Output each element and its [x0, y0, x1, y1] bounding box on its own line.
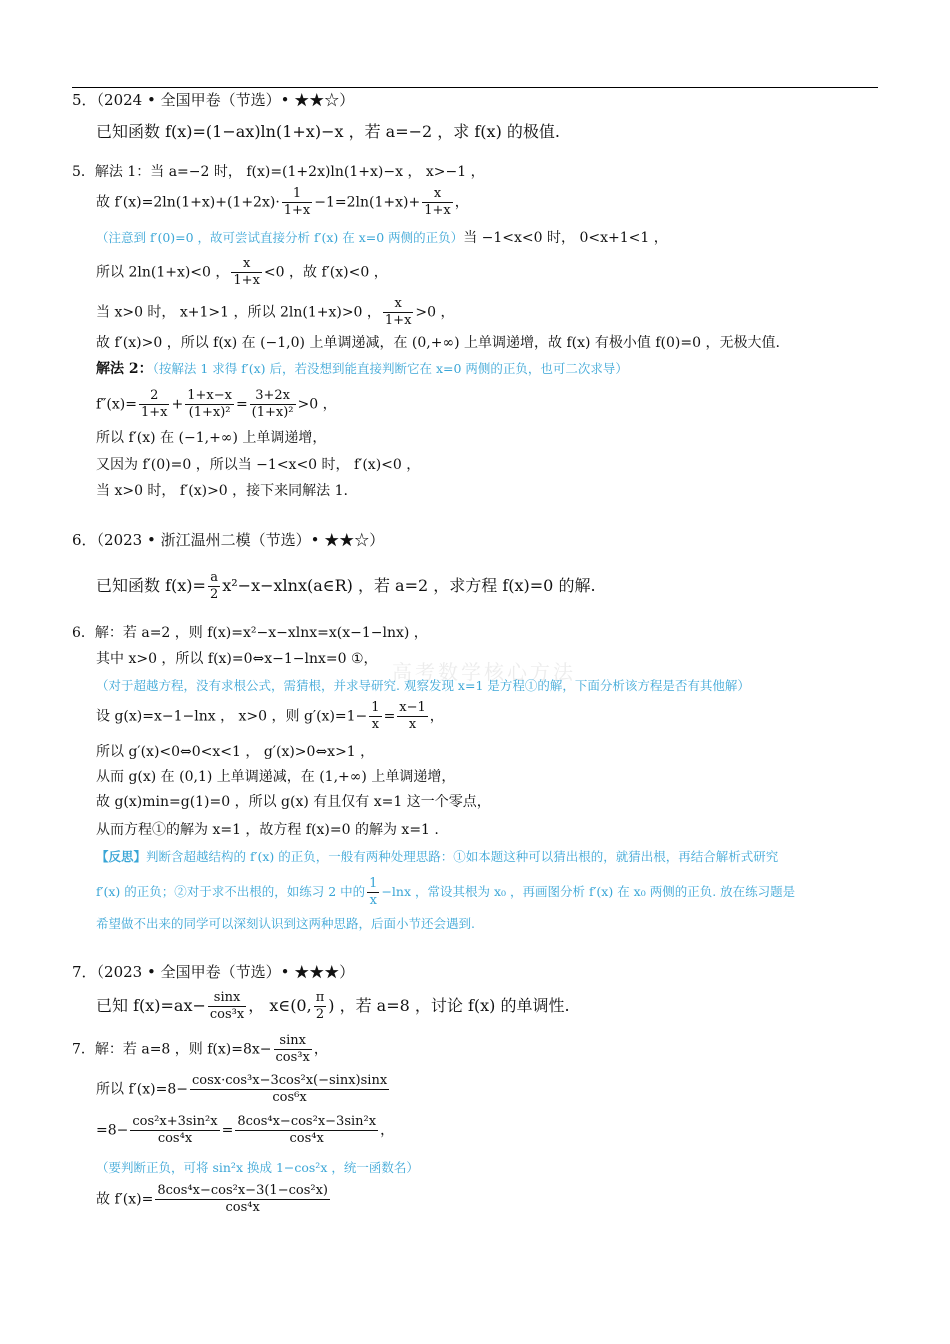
p7-sol-line-2: 所以 f′(x)=8− $\frac{\text{cosx·cos³x−3cos²x(−sinx)sinx}}{\text{cos⁶x}}$ [96, 1073, 388, 1105]
p5-sol-line-5: 当 x>0 时， x+1>1 ，所以 2ln(1+x)>0 ， $\frac{x}{1+x}$ >0 ， [96, 296, 455, 328]
p6-reflection-1: 【反思】判断含超越结构的 f′(x) 的正负，一般有两种处理思路：①如本题这种可以猜出根的，就猜出根，再结合解析式研究 [96, 849, 779, 864]
p6-sol-line-5: 从而 g(x) 在 (0,1) 上单调递减，在 (1,+∞) 上单调递增， [96, 769, 456, 785]
p5-sol-line-1: 5．解法 1：当 a=−2 时， f(x)=(1+2x)ln(1+x)−x ， x>−1 ， [72, 164, 485, 180]
problem-6-header: 6．（2023 • 浙江温州二模（节选）• ★★☆） [72, 531, 385, 549]
p7-note-1: （要判断正负，可将 sin²x 换成 1−cos²x ，统一函数名） [96, 1160, 419, 1175]
p5-sol-line-4: 所以 2ln(1+x)<0 ， $\frac{x}{1+x}$ <0 ，故 f′(x)<0 ， [96, 256, 388, 288]
p5-sol-line-10: 又因为 f′(0)=0 ，所以当 −1<x<0 时， f′(x)<0 ， [96, 457, 421, 473]
p7-sol-line-1: 7．解：若 a=8 ，则 f(x)=8x− $\frac{\sin x}{\text{cos³x}}$ ， [72, 1033, 328, 1065]
problem-7-stem: 已知 f(x)=ax− $\frac{\sin x}{\text{cos³x}}$ ， x∈(0, $\frac{\pi}{2}$ ) ，若 a=8 ，讨论 f(x) 的单调性. [96, 990, 570, 1022]
p6-sol-line-3: 设 g(x)=x−1−lnx ， x>0 ，则 g′(x)=1− $\frac{1}{x}$ = $\frac{x-1}{x}$ ， [96, 700, 444, 732]
p5-sol-line-8: f″(x)= $\frac{2}{1+x}$ + $\frac{1+x-x}{\text{(1+x)²}}$ = $\frac{3+2x}{\text{(1+x)²}}$ >0 ， [96, 388, 337, 420]
p5-method-2: 解法 2：（按解法 1 求得 f′(x) 后，若没想到能直接判断它在 x=0 两侧的正负，也可二次求导） [96, 361, 628, 377]
problem-5-header: 5．（2024 • 全国甲卷（节选）• ★★☆） [72, 91, 355, 109]
problem-6-stem: 已知函数 f(x)= $\frac{a}{2}$ x²−x−xlnx(a∈R) ，若 a=2 ，求方程 f(x)=0 的解. [96, 570, 596, 602]
p5-sol-line-6: 故 f′(x)>0 ，所以 f(x) 在 (−1,0) 上单调递减，在 (0,+∞) 上单调递增，故 f(x) 有极小值 f(0)=0 ，无极大值. [96, 335, 780, 351]
top-rule [72, 87, 878, 88]
problem-5-stem: 已知函数 f(x)=(1−ax)ln(1+x)−x ，若 a=−2 ，求 f(x) 的极值. [96, 122, 560, 141]
p6-note-1: （对于超越方程，没有求根公式，需猜根，并求导研究. 观察发现 x=1 是方程①的解，下面分析该方程是否有其他解） [96, 678, 750, 693]
p6-reflection-3: 希望做不出来的同学可以深刻认识到这两种思路，后面小节还会遇到. [96, 916, 475, 931]
p7-sol-line-5: 故 f′(x)= $\frac{\text{8cos⁴x−cos²x−3(1−cos²x)}}{\text{cos⁴x}}$ [96, 1183, 328, 1215]
problem-7-header: 7．（2023 • 全国甲卷（节选）• ★★★） [72, 963, 355, 981]
p5-sol-line-11: 当 x>0 时， f′(x)>0 ，接下来同解法 1. [96, 483, 348, 499]
p6-reflection-2: f′(x) 的正负；②对于求不出根的，如练习 2 中的 $\frac{1}{x}$ −lnx ，常设其根为 x₀ ，再画图分析 f′(x) 在 x₀ 两侧的正负. 放在练习题是 [96, 876, 796, 908]
p6-sol-line-7: 从而方程①的解为 x=1 ，故方程 f(x)=0 的解为 x=1 . [96, 822, 439, 838]
p6-sol-line-4: 所以 g′(x)<0⇔0<x<1 ， g′(x)>0⇔x>1 ， [96, 744, 375, 760]
p6-sol-line-2: 其中 x>0 ，所以 f(x)=0⇔x−1−lnx=0 ①， [96, 651, 378, 667]
p6-sol-line-1: 6．解：若 a=2 ，则 f(x)=x²−x−xlnx=x(x−1−lnx) ， [72, 625, 428, 641]
p6-sol-line-6: 故 g(x)min=g(1)=0 ，所以 g(x) 有且仅有 x=1 这一个零点， [96, 794, 491, 810]
p5-note-1: （注意到 f′(0)=0 ，故可尝试直接分析 f′(x) 在 x=0 两侧的正负）当 −1<x<0 时， 0<x+1<1 ， [96, 230, 668, 246]
p7-sol-line-3: =8− $\frac{\text{cos²x+3sin²x}}{\text{cos⁴x}}$ = $\frac{\text{8cos⁴x−cos²x−3sin²x}}{\text{cos⁴x}}$ ， [96, 1114, 395, 1146]
p5-sol-line-9: 所以 f′(x) 在 (−1,+∞) 上单调递增， [96, 430, 327, 446]
p5-sol-line-2: 故 f′(x)=2ln(1+x)+(1+2x)· $\frac{1}{1+x}$ −1=2ln(1+x)+ $\frac{x}{1+x}$ ， [96, 186, 469, 218]
watermark: 高考数学核心方法 [392, 660, 576, 684]
